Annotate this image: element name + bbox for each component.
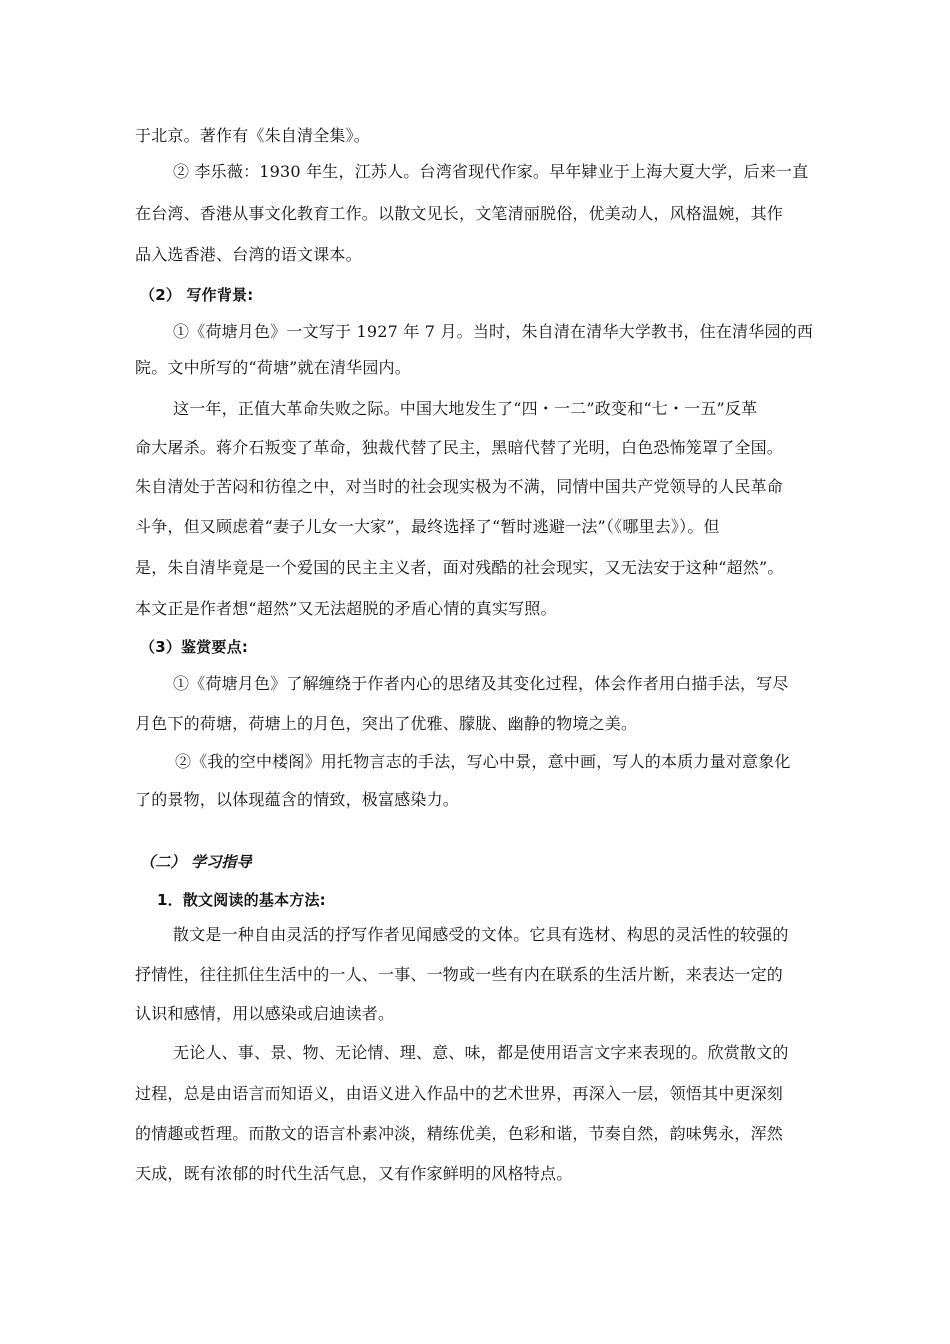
section-heading: （3）鉴赏要点: xyxy=(140,638,249,656)
text-line: 无论人、事、景、物、无论情、理、意、味，都是使用语言文字来表现的。欣赏散文的 xyxy=(173,1043,789,1062)
text-line: 命大屠杀。蒋介石叛变了革命，独裁代替了民主，黑暗代替了光明，白色恐怖笼罩了全国。 xyxy=(135,438,784,457)
text-line: 散文是一种自由灵活的抒写作者见闻感受的文体。它具有选材、构思的灵活性的较强的 xyxy=(173,925,789,944)
section-heading: （二） 学习指导 xyxy=(140,853,252,871)
text-line: 过程，总是由语言而知语义，由语义进入作品中的艺术世界，再深入一层，领悟其中更深刻 xyxy=(135,1084,784,1103)
text-line: 月色下的荷塘，荷塘上的月色，突出了优雅、朦胧、幽静的物境之美。 xyxy=(135,714,638,733)
text-line: ② 李乐薇：1930 年生，江苏人。台湾省现代作家。早年肄业于上海大夏大学，后来一直 xyxy=(173,162,809,181)
text-line: 院。文中所写的“荷塘”就在清华园内。 xyxy=(135,358,411,377)
text-line: 的情趣或哲理。而散文的语言朴素冲淡，精练优美，色彩和谐，节奏自然，韵味隽永，浑然 xyxy=(135,1124,784,1143)
text-line: 这一年，正值大革命失败之际。中国大地发生了“四・一二”政变和“七・一五”反革 xyxy=(173,399,758,418)
subsection-heading: 1．散文阅读的基本方法: xyxy=(157,891,326,909)
text-line: 本文正是作者想“超然”又无法超脱的矛盾心情的真实写照。 xyxy=(135,599,557,618)
text-line: 了的景物，以体现蕴含的情致，极富感染力。 xyxy=(135,790,460,809)
text-line: 是，朱自清毕竟是一个爱国的民主主义者，面对残酷的社会现实，又无法安于这种“超然”。 xyxy=(135,558,784,577)
text-line: 认识和感情，用以感染或启迪读者。 xyxy=(135,1004,395,1023)
text-line: 品入选香港、台湾的语文课本。 xyxy=(135,245,362,264)
text-line: ①《荷塘月色》了解缠绕于作者内心的思绪及其变化过程，体会作者用白描手法，写尽 xyxy=(173,674,789,693)
text-line: 天成，既有浓郁的时代生活气息，又有作家鲜明的风格特点。 xyxy=(135,1164,573,1183)
text-line: ①《荷塘月色》一文写于 1927 年 7 月。当时，朱自清在清华大学教书，住在清华园的西 xyxy=(173,322,814,341)
section-heading: （2） 写作背景: xyxy=(140,286,254,304)
text-line: 于北京。著作有《朱自清全集》。 xyxy=(135,126,371,145)
text-line: 朱自清处于苦闷和彷徨之中，对当时的社会现实极为不满，同情中国共产党领导的人民革命 xyxy=(135,477,784,496)
text-line: ②《我的空中楼阁》用托物言志的手法，写心中景，意中画，写人的本质力量对意象化 xyxy=(175,752,791,771)
text-line: 在台湾、香港从事文化教育工作。以散文见长，文笔清丽脱俗，优美动人，风格温婉，其作 xyxy=(135,204,784,223)
text-line: 斗争，但又顾虑着“妻子儿女一大家”，最终选择了“暂时逃避一法”（《哪里去》）。但 xyxy=(135,517,720,536)
text-line: 抒情性，往往抓住生活中的一人、一事、一物或一些有内在联系的生活片断，来表达一定的 xyxy=(135,965,784,984)
